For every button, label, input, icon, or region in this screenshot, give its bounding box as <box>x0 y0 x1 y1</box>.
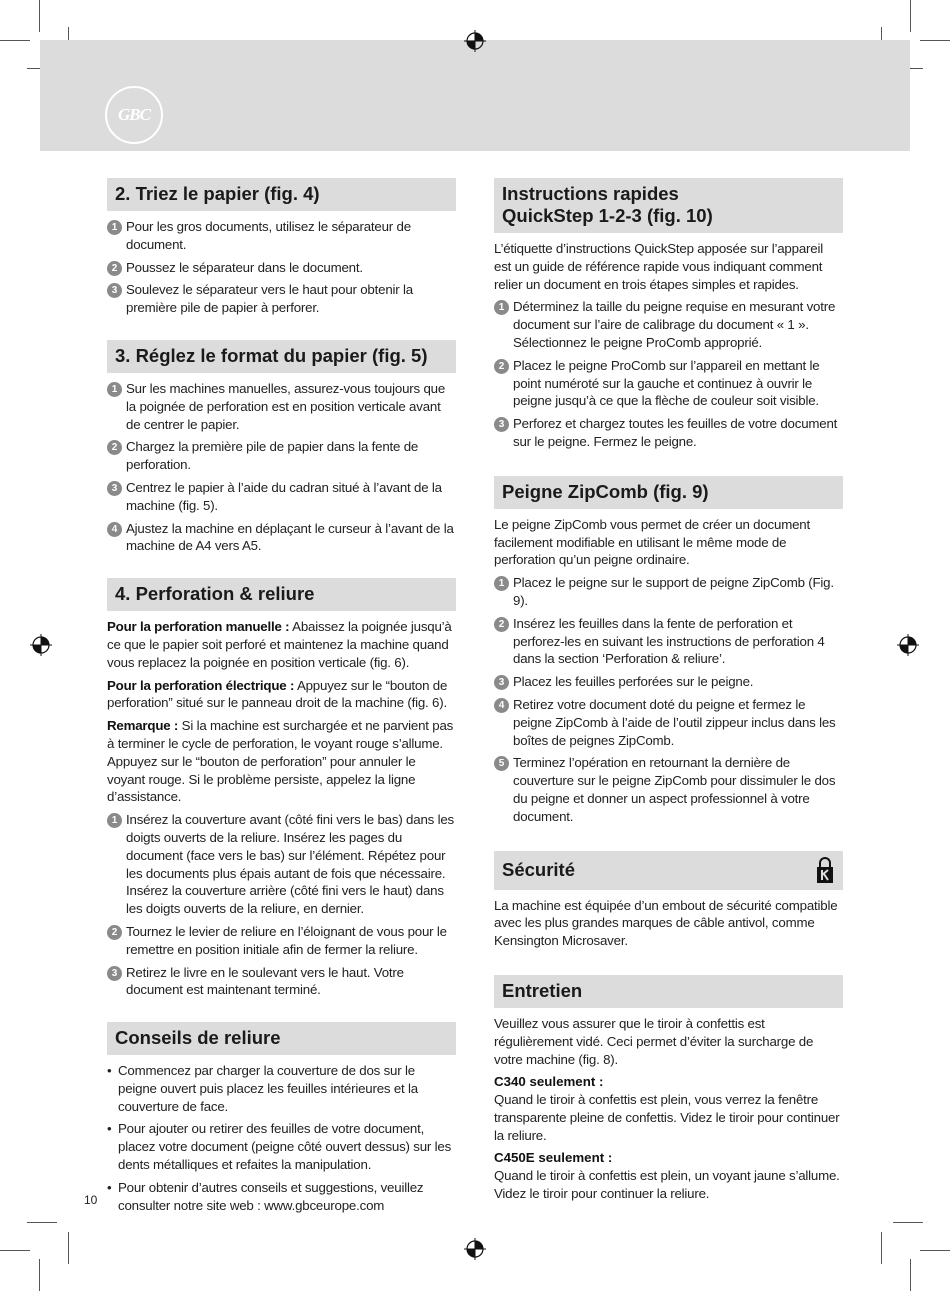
kensington-lock-icon <box>815 856 835 884</box>
step-number: 3 <box>494 675 509 690</box>
list-item <box>107 259 456 277</box>
list-item: • Pour obtenir d’autres conseils et suggestions, veuillez consulter notre site web : www.gbceurope.com <box>107 1179 456 1215</box>
list-item-text: Perforez et chargez toutes les feuilles de votre document sur le peigne. Fermez le peigne. <box>513 416 838 449</box>
step-number: 2 <box>494 359 509 374</box>
section-title <box>494 851 843 890</box>
step-number: 2 <box>494 617 509 632</box>
list-item <box>107 218 456 254</box>
list-item: • Commencez par charger la couverture de dos sur le peigne ouvert puis placez les feuilles intérieures et la couverture de face. <box>107 1062 456 1115</box>
list-item-text: Sur les machines manuelles, assurez-vous toujours que la poignée de perforation est en position verticale avant de centrer le papier. <box>126 380 446 432</box>
section-title-line: Instructions rapides <box>502 183 679 204</box>
crop-mark <box>0 1250 30 1251</box>
step-number: 3 <box>494 417 509 432</box>
list-item <box>494 574 843 610</box>
list-item-text: Retirez le livre en le soulevant vers le haut. Votre document est maintenant terminé. <box>126 964 404 998</box>
list-item-text: Ajustez la machine en déplaçant le curseur à l’avant de la machine de A4 vers A5. <box>126 520 454 554</box>
crop-mark <box>910 0 911 32</box>
registration-mark-icon <box>464 1238 486 1260</box>
list-item <box>107 438 456 474</box>
numbered-list <box>107 811 456 999</box>
paragraph-text: Si la machine est surchargée et ne parvient pas à terminer le cycle de perforation, le voyant rouge s’allume. Appuyez sur le “bouton de perforation” pour annuler le voyant rouge. Si le problème persiste, appelez la ligne d’assistance. <box>107 718 454 805</box>
step-number: 3 <box>107 966 122 981</box>
numbered-list <box>107 218 456 317</box>
left-column <box>107 178 456 1219</box>
paragraph: La machine est équipée d’un embout de sécurité compatible avec les plus grandes marques de câble antivol, comme Kensington Microsaver. <box>494 897 838 949</box>
list-item <box>494 673 843 691</box>
list-item-text: Placez le peigne ProComb sur l’appareil en mettant le point numéroté sur la gauche et continuez à ouvrir le peigne jusqu’à ce que la flèche de couleur soit visible. <box>513 357 820 409</box>
numbered-list <box>494 298 843 450</box>
section-title <box>494 178 843 233</box>
section-title-text: Sécurité <box>502 858 576 880</box>
gbc-logo: GBC <box>105 86 163 144</box>
paragraph: Le peigne ZipComb vous permet de créer un document facilement modifiable en utilisant le même mode de perforation qu’un peigne ordinaire. <box>494 516 810 568</box>
section-title: Conseils de reliure <box>107 1022 456 1055</box>
paragraph <box>107 717 456 806</box>
paragraph-label: Remarque : <box>107 718 179 734</box>
list-item-text: Soulevez le séparateur vers le haut pour obtenir la première pile de papier à perforer. <box>126 282 413 316</box>
crop-mark <box>39 1259 40 1291</box>
list-item-text: Poussez le séparateur dans le document. <box>126 259 363 275</box>
step-number: 1 <box>107 220 122 235</box>
list-item-text: Insérez les feuilles dans la fente de perforation et perforez-les en suivant les instructions de perforation 4 dans la section ‘Perforation & reliure’. <box>513 615 825 667</box>
list-item-text: Insérez la couverture avant (côté fini vers le bas) dans les doigts ouverts de la reliure. Insérez les pages du document (face vers le bas) sur l’élément. Répétez pour les documents plus épais autant de fois que nécessaire. Insérez la couverture arrière (côté fini vers le haut) dans les doigts ouverts de la reliure, en dernier. <box>126 812 454 917</box>
paragraph: Veuillez vous assurer que le tiroir à confettis est régulièrement vidé. Ceci permet d’éviter la surcharge de votre machine (fig. 8). <box>494 1015 814 1067</box>
step-number: 1 <box>107 382 122 397</box>
paragraph: Quand le tiroir à confettis est plein, vous verrez la fenêtre transparente pleine de confettis. Videz le tiroir pour continuer la reliure. <box>494 1092 840 1143</box>
list-item-text: Tournez le levier de reliure en l’éloignant de vous pour le remettre en position initiale afin de fermer la reliure. <box>126 923 447 957</box>
subheading: C340 seulement : <box>494 1074 604 1090</box>
list-item <box>494 298 843 351</box>
subheading: C450E seulement : <box>494 1150 613 1166</box>
crop-mark <box>68 1232 69 1264</box>
list-item <box>107 281 456 317</box>
registration-mark-icon <box>30 634 52 656</box>
list-item <box>107 380 456 433</box>
section-title: 3. Réglez le format du papier (fig. 5) <box>107 340 456 373</box>
paragraph <box>107 618 456 671</box>
section-title: Peigne ZipComb (fig. 9) <box>494 476 843 509</box>
list-item-text: Déterminez la taille du peigne requise en mesurant votre document sur l’aire de calibrage du document « 1 ». Sélectionnez le peigne ProComb approprié. <box>513 299 836 350</box>
page-number: 10 <box>84 1193 98 1207</box>
crop-mark <box>27 1222 57 1223</box>
paragraph-label: Pour la perforation électrique : <box>107 677 295 693</box>
section-title-line: QuickStep 1-2-3 (fig. 10) <box>502 205 713 226</box>
bullet-list <box>107 1062 456 1214</box>
step-number: 1 <box>107 813 122 828</box>
step-number: 3 <box>107 283 122 298</box>
list-item-text: Pour les gros documents, utilisez le séparateur de document. <box>126 219 411 252</box>
list-item-text: Placez les feuilles perforées sur le peigne. <box>513 674 754 690</box>
step-number: 5 <box>494 756 509 771</box>
crop-mark <box>893 1222 923 1223</box>
list-item <box>494 357 843 410</box>
list-item <box>107 811 456 918</box>
numbered-list <box>494 574 843 825</box>
step-number: 3 <box>107 481 122 496</box>
list-item <box>494 754 843 825</box>
crop-mark <box>910 1259 911 1291</box>
section-title: 4. Perforation & reliure <box>107 578 456 611</box>
right-column <box>494 178 843 1208</box>
numbered-list <box>107 380 456 555</box>
crop-mark <box>39 0 40 32</box>
step-number: 2 <box>107 440 122 455</box>
paragraph <box>107 677 456 713</box>
paragraph-label: Pour la perforation manuelle : <box>107 619 290 635</box>
header-band <box>40 40 910 151</box>
step-number: 1 <box>494 576 509 591</box>
paragraph: Quand le tiroir à confettis est plein, un voyant jaune s’allume. Videz le tiroir pour continuer la reliure. <box>494 1168 840 1202</box>
list-item <box>107 479 456 515</box>
paragraph-text: Appuyez sur le “bouton de perforation” situé sur le panneau droit de la machine (fig. 6). <box>107 677 448 711</box>
list-item-text: Centrez le papier à l’aide du cadran situé à l’avant de la machine (fig. 5). <box>126 479 442 513</box>
paragraph-text: Abaissez la poignée jusqu’à ce que le papier soit perforé et maintenez la machine quand vous replacez la poignée en position verticale (fig. 6). <box>107 619 452 670</box>
crop-mark <box>881 1232 882 1264</box>
step-number: 4 <box>494 698 509 713</box>
crop-mark <box>920 1250 950 1251</box>
paragraph: L’étiquette d’instructions QuickStep apposée sur l’appareil est un guide de référence rapide vous indiquant comment relier un document en trois étapes simples et rapides. <box>494 241 823 292</box>
crop-mark <box>0 40 30 41</box>
list-item <box>494 615 843 668</box>
list-item <box>107 923 456 959</box>
section-title: Entretien <box>494 975 843 1008</box>
step-number: 4 <box>107 522 122 537</box>
section-title: 2. Triez le papier (fig. 4) <box>107 178 456 211</box>
list-item-text: Retirez votre document doté du peigne et fermez le peigne ZipComb à l’aide de l’outil zippeur inclus dans les boîtes de peignes ZipComb. <box>513 696 836 748</box>
registration-mark-icon <box>897 634 919 656</box>
list-item <box>107 520 456 556</box>
list-item-text: Chargez la première pile de papier dans la fente de perforation. <box>126 439 419 473</box>
crop-mark <box>920 40 950 41</box>
step-number: 2 <box>107 261 122 276</box>
registration-mark-icon <box>464 30 486 52</box>
step-number: 2 <box>107 925 122 940</box>
list-item: • Pour ajouter ou retirer des feuilles de votre document, placez votre document (peigne côté ouvert dessus) sur les dents métalliques et refaites la manipulation. <box>107 1120 456 1173</box>
list-item-text: Placez le peigne sur le support de peigne ZipComb (Fig. 9). <box>513 575 834 608</box>
list-item <box>494 696 843 749</box>
step-number: 1 <box>494 300 509 315</box>
list-item-text: Terminez l’opération en retournant la dernière de couverture sur le peigne ZipComb pour dissimuler le dos du peigne et donner un aspect professionnel à votre document. <box>513 755 836 824</box>
list-item <box>494 415 843 451</box>
list-item <box>107 964 456 1000</box>
